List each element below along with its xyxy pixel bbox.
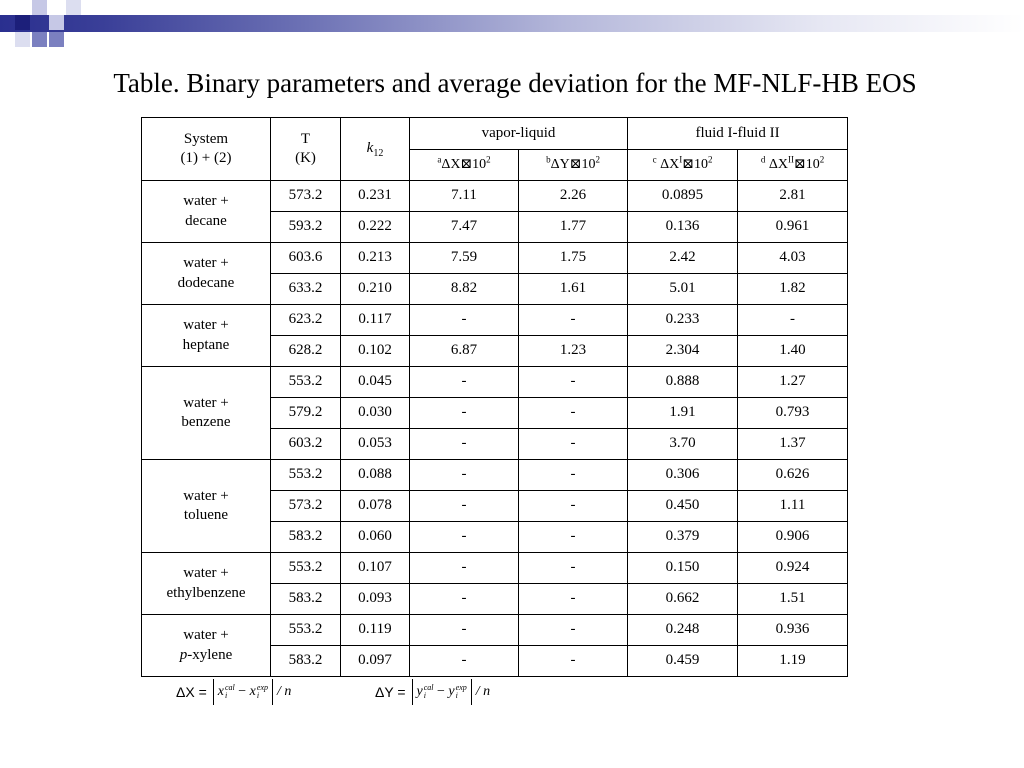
- decor-square-mid: [32, 32, 47, 47]
- table-body: [142, 181, 848, 677]
- delta-x-cell: 7.47: [410, 212, 519, 243]
- delta-x-ii-cell: 1.82: [738, 274, 848, 305]
- temperature-cell: 593.2: [271, 212, 341, 243]
- temperature-cell: 623.2: [271, 305, 341, 336]
- delta-x-cell: -: [410, 491, 519, 522]
- temperature-cell: 583.2: [271, 522, 341, 553]
- header-vapor-liquid: vapor-liquid: [410, 118, 628, 150]
- system-cell: water + decane: [142, 181, 271, 243]
- delta-x-cell: 7.11: [410, 181, 519, 212]
- header-gradient-band: [0, 15, 1024, 32]
- k12-cell: 0.030: [341, 398, 410, 429]
- temperature-cell: 583.2: [271, 584, 341, 615]
- temperature-cell: 573.2: [271, 181, 341, 212]
- delta-x-cell: -: [410, 646, 519, 677]
- header-k12: $k_{12}$: [341, 118, 410, 181]
- system-cell: water + toluene: [142, 460, 271, 553]
- delta-x-i-cell: 3.70: [628, 429, 738, 460]
- delta-y-cell: 2.26: [519, 181, 628, 212]
- delta-x-cell: -: [410, 429, 519, 460]
- k12-cell: 0.117: [341, 305, 410, 336]
- formula-delta-y: ΔY = y cal i − y exp i / n: [375, 677, 490, 707]
- header-delta-y: $^b\Delta Y⊠10^2$: [519, 150, 628, 181]
- table-row: [142, 181, 848, 212]
- delta-x-i-cell: 0.450: [628, 491, 738, 522]
- temperature-cell: 583.2: [271, 646, 341, 677]
- delta-x-i-cell: 0.888: [628, 367, 738, 398]
- delta-x-cell: 6.87: [410, 336, 519, 367]
- header-fluid-fluid: fluid I-fluid II: [628, 118, 848, 150]
- delta-x-ii-cell: 0.626: [738, 460, 848, 491]
- k12-cell: 0.102: [341, 336, 410, 367]
- system-cell: water + heptane: [142, 305, 271, 367]
- delta-y-cell: 1.75: [519, 243, 628, 274]
- delta-x-ii-cell: 0.793: [738, 398, 848, 429]
- temperature-cell: 579.2: [271, 398, 341, 429]
- decor-square-dark: [15, 15, 30, 30]
- system-cell: water + ethylbenzene: [142, 553, 271, 615]
- delta-y-cell: -: [519, 305, 628, 336]
- k12-cell: 0.078: [341, 491, 410, 522]
- delta-x-cell: 8.82: [410, 274, 519, 305]
- delta-x-cell: -: [410, 398, 519, 429]
- decor-square-light: [32, 0, 47, 15]
- formula-delta-x: ΔX = x cal i − x exp i / n: [176, 677, 291, 707]
- delta-x-i-cell: 1.91: [628, 398, 738, 429]
- delta-x-cell: -: [410, 522, 519, 553]
- binary-parameters-table: [141, 117, 848, 677]
- delta-x-cell: -: [410, 615, 519, 646]
- table-row: [142, 243, 848, 274]
- system-cell: water + dodecane: [142, 243, 271, 305]
- k12-cell: 0.119: [341, 615, 410, 646]
- delta-x-cell: -: [410, 553, 519, 584]
- delta-y-cell: 1.77: [519, 212, 628, 243]
- delta-y-cell: -: [519, 615, 628, 646]
- system-cell: water + benzene: [142, 367, 271, 460]
- k12-cell: 0.088: [341, 460, 410, 491]
- k12-cell: 0.231: [341, 181, 410, 212]
- delta-y-cell: -: [519, 491, 628, 522]
- delta-x-ii-cell: 0.906: [738, 522, 848, 553]
- delta-x-i-cell: 2.304: [628, 336, 738, 367]
- delta-x-i-cell: 0.136: [628, 212, 738, 243]
- delta-x-ii-cell: 1.40: [738, 336, 848, 367]
- delta-x-i-cell: 0.662: [628, 584, 738, 615]
- delta-x-cell: 7.59: [410, 243, 519, 274]
- decor-square-light: [49, 15, 64, 30]
- table-row: [142, 367, 848, 398]
- delta-x-ii-cell: 0.936: [738, 615, 848, 646]
- table-row: [142, 305, 848, 336]
- temperature-cell: 603.2: [271, 429, 341, 460]
- delta-y-cell: -: [519, 367, 628, 398]
- decor-square-mid: [49, 32, 64, 47]
- k12-cell: 0.210: [341, 274, 410, 305]
- delta-y-cell: 1.23: [519, 336, 628, 367]
- table-row: [142, 615, 848, 646]
- delta-x-cell: -: [410, 460, 519, 491]
- decor-square-light: [66, 0, 81, 15]
- table-row: [142, 460, 848, 491]
- header-temperature: T (K): [271, 118, 341, 181]
- delta-y-cell: -: [519, 398, 628, 429]
- delta-y-cell: 1.61: [519, 274, 628, 305]
- temperature-cell: 553.2: [271, 367, 341, 398]
- delta-x-i-cell: 2.42: [628, 243, 738, 274]
- temperature-cell: 553.2: [271, 553, 341, 584]
- delta-x-i-cell: 0.459: [628, 646, 738, 677]
- header-delta-x: $^a\Delta X⊠10^2$: [410, 150, 519, 181]
- temperature-cell: 553.2: [271, 460, 341, 491]
- k12-cell: 0.097: [341, 646, 410, 677]
- k12-cell: 0.060: [341, 522, 410, 553]
- temperature-cell: 603.6: [271, 243, 341, 274]
- k12-cell: 0.222: [341, 212, 410, 243]
- delta-x-ii-cell: 1.11: [738, 491, 848, 522]
- delta-x-ii-cell: 1.37: [738, 429, 848, 460]
- temperature-cell: 633.2: [271, 274, 341, 305]
- k12-cell: 0.093: [341, 584, 410, 615]
- delta-x-cell: -: [410, 305, 519, 336]
- system-cell: water + p-xylene: [142, 615, 271, 677]
- k12-cell: 0.053: [341, 429, 410, 460]
- delta-x-i-cell: 5.01: [628, 274, 738, 305]
- delta-y-cell: -: [519, 646, 628, 677]
- delta-x-cell: -: [410, 367, 519, 398]
- delta-x-i-cell: 0.248: [628, 615, 738, 646]
- slide-title: Table. Binary parameters and average deviation for the MF-NLF-HB EOS: [113, 68, 917, 98]
- k12-cell: 0.045: [341, 367, 410, 398]
- delta-x-ii-cell: 0.961: [738, 212, 848, 243]
- delta-x-ii-cell: 0.924: [738, 553, 848, 584]
- temperature-cell: 553.2: [271, 615, 341, 646]
- delta-x-i-cell: 0.379: [628, 522, 738, 553]
- delta-x-ii-cell: 1.27: [738, 367, 848, 398]
- delta-x-cell: -: [410, 584, 519, 615]
- k12-cell: 0.213: [341, 243, 410, 274]
- delta-y-cell: -: [519, 522, 628, 553]
- decor-square-light: [15, 32, 30, 47]
- delta-y-cell: -: [519, 553, 628, 584]
- delta-x-i-cell: 0.150: [628, 553, 738, 584]
- delta-y-cell: -: [519, 584, 628, 615]
- delta-x-ii-cell: 2.81: [738, 181, 848, 212]
- delta-x-i-cell: 0.0895: [628, 181, 738, 212]
- temperature-cell: 573.2: [271, 491, 341, 522]
- delta-x-ii-cell: 1.51: [738, 584, 848, 615]
- delta-y-cell: -: [519, 429, 628, 460]
- delta-y-cell: -: [519, 460, 628, 491]
- delta-x-i-cell: 0.306: [628, 460, 738, 491]
- delta-x-ii-cell: 1.19: [738, 646, 848, 677]
- header-delta-x-i: $^c$ $\Delta X^I⊠10^2$: [628, 150, 738, 181]
- table-row: [142, 553, 848, 584]
- header-delta-x-ii: $^d$ $\Delta X^{II}⊠10^2$: [738, 150, 848, 181]
- delta-x-ii-cell: 4.03: [738, 243, 848, 274]
- delta-x-ii-cell: -: [738, 305, 848, 336]
- delta-x-i-cell: 0.233: [628, 305, 738, 336]
- k12-cell: 0.107: [341, 553, 410, 584]
- temperature-cell: 628.2: [271, 336, 341, 367]
- header-system: System (1) + (2): [142, 118, 271, 181]
